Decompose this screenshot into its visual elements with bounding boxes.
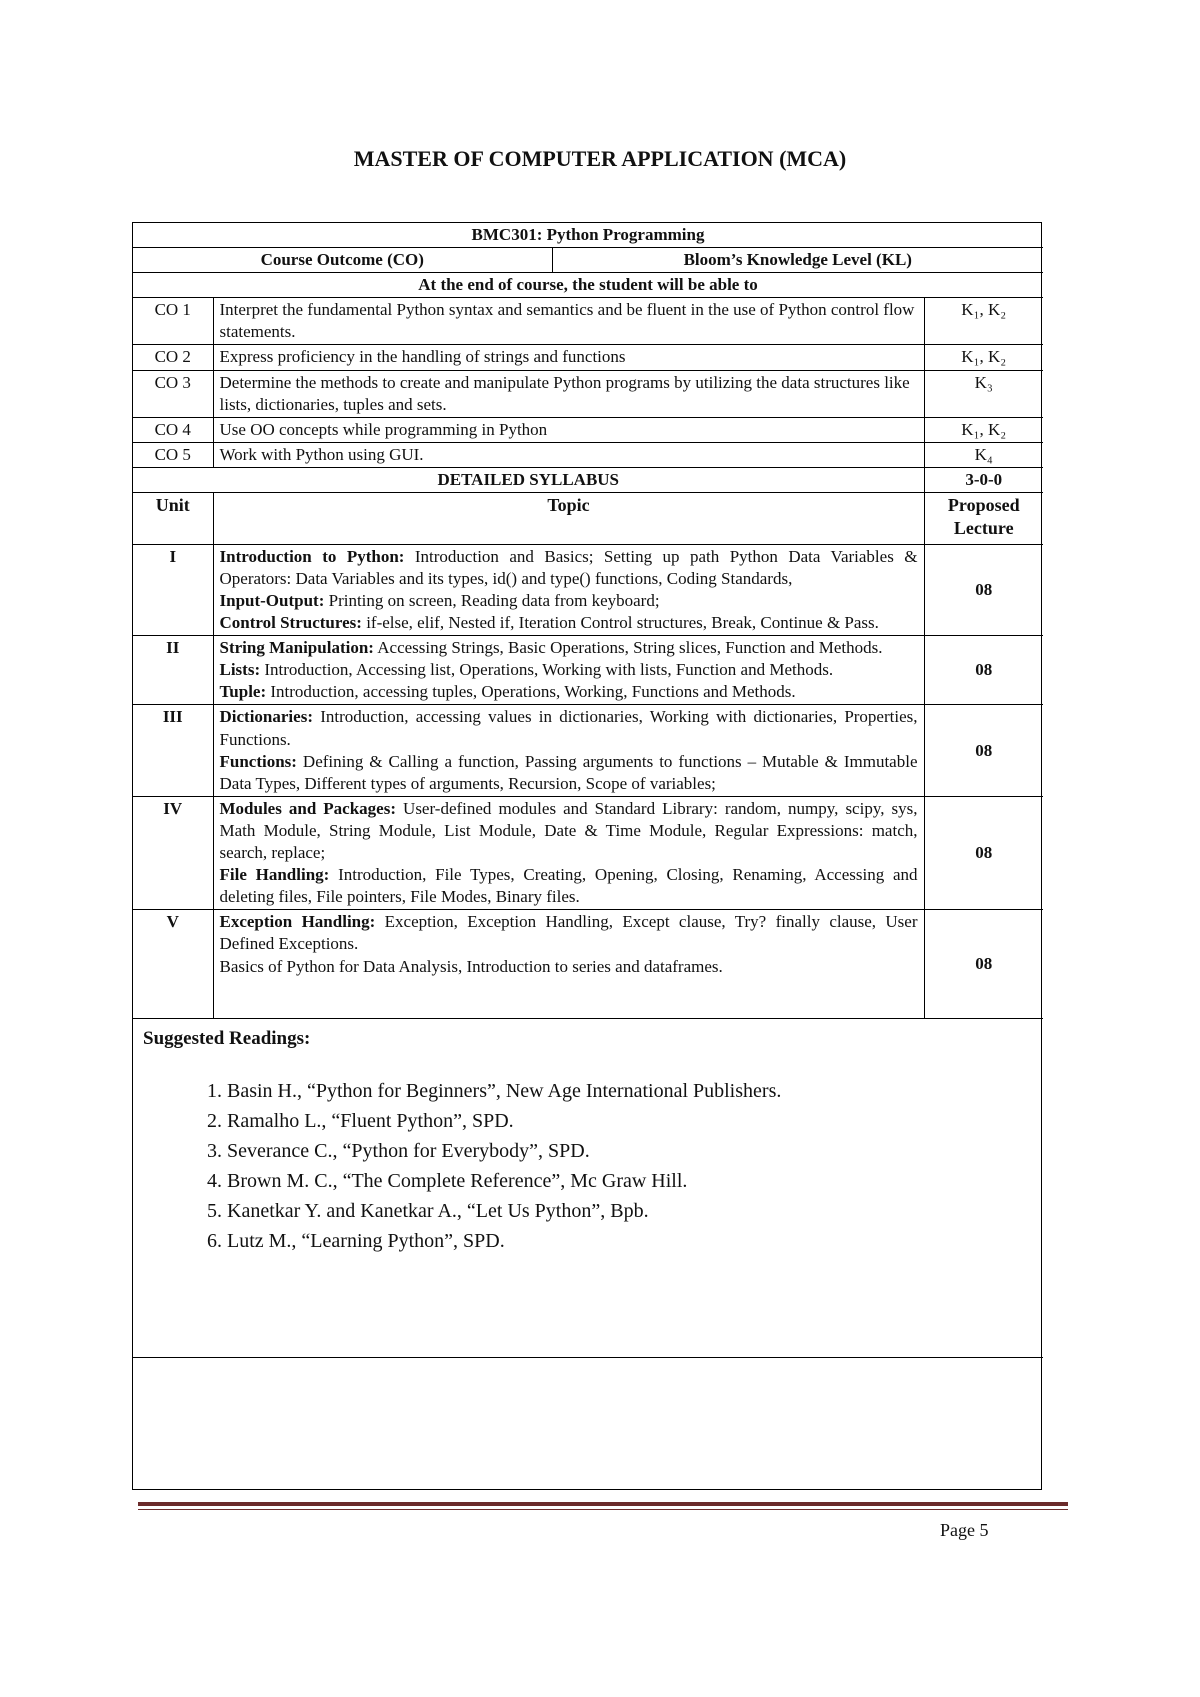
unit-lectures: 08 — [924, 544, 1043, 635]
co-header: Course Outcome (CO) — [133, 248, 552, 273]
co-kl: K₃ — [924, 370, 1043, 417]
topic-heading: Lists: — [219, 660, 261, 680]
reading-item: 5. Kanetkar Y. and Kanetkar A., “Let Us Python”, Bpb. — [227, 1199, 1033, 1223]
topic-heading: Tuple: — [219, 682, 267, 702]
topic-paragraph — [220, 911, 918, 955]
topic-paragraph — [220, 864, 918, 908]
topic-text: if-else, elif, Nested if, Iteration Control structures, Break, Continue & Pass. — [361, 613, 879, 633]
ltp: 3-0-0 — [924, 467, 1043, 492]
unit-lectures: 08 — [924, 636, 1043, 705]
topic-paragraph — [220, 546, 918, 590]
topic-text: Introduction, accessing tuples, Operations, Working, Functions and Methods. — [266, 682, 796, 702]
readings-list — [143, 1079, 1033, 1253]
unit-number: III — [133, 705, 213, 796]
unit-number: V — [133, 910, 213, 1018]
topic-header: Topic — [213, 493, 924, 545]
topic-heading: Control Structures: — [219, 613, 362, 633]
topic-text: Printing on screen, Reading data from keyboard; — [324, 591, 660, 610]
topic-heading: Dictionaries: — [219, 707, 313, 727]
topic-heading: Exception Handling: — [219, 912, 376, 932]
reading-item: 3. Severance C., “Python for Everybody”, SPD. — [227, 1139, 1033, 1163]
footer-rule-thin — [138, 1509, 1068, 1510]
co-kl: K₁, K₂ — [924, 298, 1043, 345]
topic-paragraph — [220, 706, 918, 750]
detailed-syllabus-title: DETAILED SYLLABUS — [133, 467, 924, 492]
unit-row — [133, 705, 1043, 796]
unit-header: Unit — [133, 493, 213, 545]
co-row — [133, 298, 1043, 345]
co-kl: K₁, K₂ — [924, 417, 1043, 442]
topic-text: Accessing Strings, Basic Operations, String slices, Function and Methods. — [373, 638, 883, 658]
co-row — [133, 442, 1043, 467]
topic-paragraph — [220, 590, 918, 612]
co-text: Determine the methods to create and manipulate Python programs by utilizing the data structures like lists, dictionaries, tuples and sets. — [213, 370, 924, 417]
syllabus-table — [133, 223, 1043, 1358]
reading-item: 1. Basin H., “Python for Beginners”, New Age International Publishers. — [227, 1079, 1033, 1103]
page-number: Page 5 — [940, 1520, 989, 1540]
unit-row — [133, 910, 1043, 1018]
topic-paragraph — [220, 681, 918, 703]
reading-item: 2. Ramalho L., “Fluent Python”, SPD. — [227, 1109, 1033, 1133]
topic-heading: String Manipulation: — [219, 638, 374, 658]
unit-lectures: 08 — [924, 705, 1043, 796]
footer-rule — [138, 1502, 1068, 1506]
topic-text: Introduction, Accessing list, Operations, Working with lists, Function and Methods. — [260, 660, 834, 680]
reading-item: 6. Lutz M., “Learning Python”, SPD. — [227, 1229, 1033, 1253]
unit-number: I — [133, 544, 213, 635]
topic-text: Introduction, File Types, Creating, Opening, Closing, Renaming, Accessing and deleting files, File pointers, File Modes, Binary files. — [219, 865, 918, 907]
co-id: CO 1 — [133, 298, 213, 345]
co-kl: K₄ — [924, 442, 1043, 467]
readings-cell — [133, 1018, 1043, 1357]
reading-item: 4. Brown M. C., “The Complete Reference”, Mc Graw Hill. — [227, 1169, 1033, 1193]
co-text: Express proficiency in the handling of strings and functions — [213, 345, 924, 370]
topic-paragraph — [220, 637, 918, 659]
co-id: CO 2 — [133, 345, 213, 370]
unit-topic — [213, 796, 924, 909]
readings-title: Suggested Readings: — [143, 1027, 311, 1049]
kl-header: Bloom’s Knowledge Level (KL) — [552, 248, 1043, 273]
unit-topic — [213, 910, 924, 1018]
topic-heading: File Handling: — [219, 865, 330, 885]
co-id: CO 3 — [133, 370, 213, 417]
topic-paragraph — [220, 798, 918, 864]
co-id: CO 4 — [133, 417, 213, 442]
topic-text: Basics of Python for Data Analysis, Introduction to series and dataframes. — [219, 956, 723, 976]
unit-lectures: 08 — [924, 796, 1043, 909]
topic-paragraph — [220, 751, 918, 795]
topic-paragraph — [220, 659, 918, 681]
unit-row — [133, 544, 1043, 635]
unit-lectures: 08 — [924, 910, 1043, 1018]
co-text: Work with Python using GUI. — [213, 442, 924, 467]
syllabus-frame — [132, 222, 1042, 1490]
topic-heading: Input-Output: — [219, 591, 325, 610]
topic-heading: Modules and Packages: — [219, 798, 397, 818]
topic-text: Introduction, accessing values in dictionaries, Working with dictionaries, Properties, Functions. — [219, 707, 918, 749]
suggested-readings — [133, 1019, 1043, 1254]
page-title: MASTER OF COMPUTER APPLICATION (MCA) — [353, 146, 847, 171]
unit-number: II — [133, 636, 213, 705]
co-text: Use OO concepts while programming in Python — [213, 417, 924, 442]
unit-row — [133, 636, 1043, 705]
co-row — [133, 417, 1043, 442]
topic-paragraph — [220, 956, 918, 978]
unit-topic — [213, 636, 924, 705]
co-row — [133, 370, 1043, 417]
co-kl: K₁, K₂ — [924, 345, 1043, 370]
co-id: CO 5 — [133, 442, 213, 467]
topic-heading: Functions: — [219, 751, 297, 771]
unit-number: IV — [133, 796, 213, 909]
unit-topic — [213, 544, 924, 635]
co-row — [133, 345, 1043, 370]
topic-heading: Introduction to Python: — [219, 546, 405, 566]
unit-topic — [213, 705, 924, 796]
topic-paragraph — [220, 612, 918, 634]
topic-text: User-defined modules and Standard Library: random, numpy, scipy, sys, Math Module, String Module, List Module, Date & Time Module, Regular Expressions: match, search, replace; — [219, 798, 918, 863]
course-intro: At the end of course, the student will be able to — [133, 273, 1043, 298]
topic-text: Introduction and Basics; Setting up path Python Data Variables & Operators: Data Variables and its types, id() and type() functions, Coding Standards, — [219, 546, 918, 588]
topic-text: Defining & Calling a function, Passing arguments to functions – Mutable & Immutable Data Types, Different types of arguments, Recursion, Scope of variables; — [219, 751, 918, 793]
co-text: Interpret the fundamental Python syntax and semantics and be fluent in the use of Python control flow statements. — [213, 298, 924, 345]
unit-row — [133, 796, 1043, 909]
course-title: BMC301: Python Programming — [133, 223, 1043, 248]
lecture-header: Proposed Lecture — [924, 493, 1043, 545]
topic-text: Exception, Exception Handling, Except clause, Try? finally clause, User Defined Exceptions. — [219, 912, 918, 954]
